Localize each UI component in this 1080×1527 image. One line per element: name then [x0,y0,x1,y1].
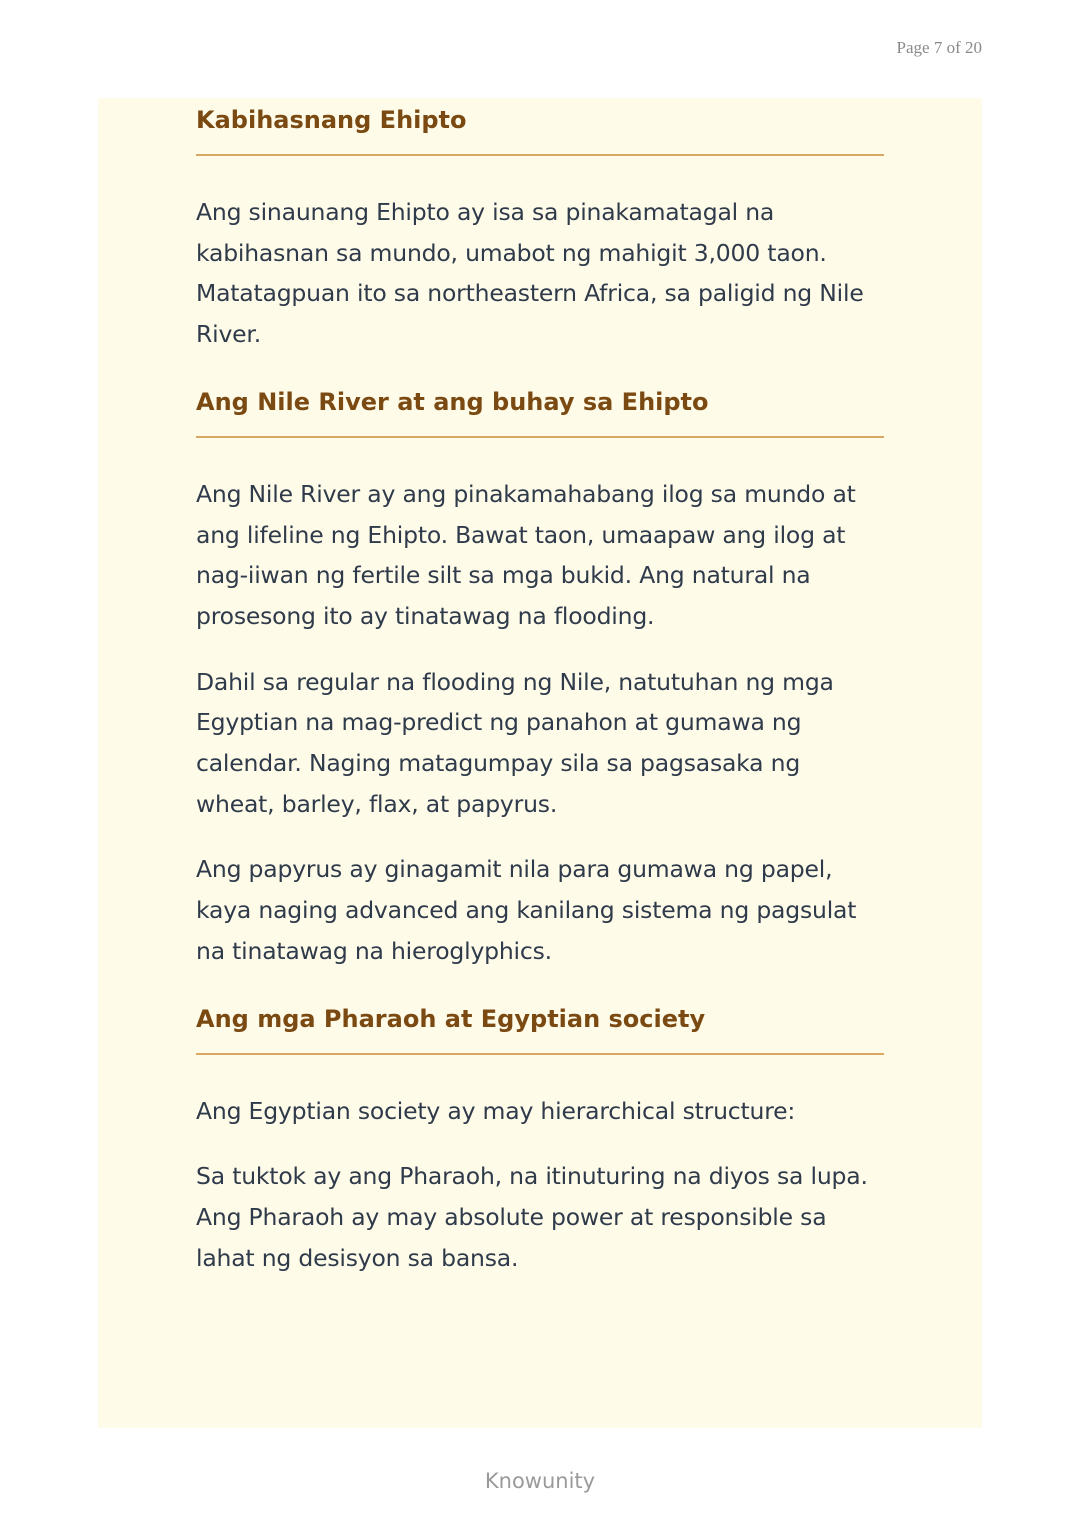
paragraph: Ang Egyptian society ay may hierarchical structure: [196,1096,796,1125]
paragraph: Ang Nile River ay ang pinakamahabang ilog sa mundo at ang lifeline ng Ehipto. Bawat taon, umaapaw ang ilog at nag-iiwan ng fertile silt sa mga bukid. Ang natural na prosesong ito ay tinatawag na flooding. [196,479,856,630]
section-divider [196,1053,884,1055]
footer-brand: Knowunity [484,1469,596,1493]
paragraph: Dahil sa regular na flooding ng Nile, natutuhan ng mga Egyptian na mag-predict ng panahon at gumawa ng calendar. Naging matagumpay sila sa pagsasaka ng wheat, barley, flax, at papyrus. [196,667,834,818]
section-heading: Kabihasnang Ehipto [196,106,467,134]
section-heading: Ang Nile River at ang buhay sa Ehipto [196,387,709,416]
section-heading: Ang mga Pharaoh at Egyptian society [196,1004,706,1033]
section-nile-river [196,380,884,972]
section-divider [196,154,884,156]
paragraph: Ang sinaunang Ehipto ay isa sa pinakamatagal na kabihasnan sa mundo, umabot ng mahigit 3,000 taon. Matatagpuan ito sa northeastern Africa, sa paligid ng Nile River. [196,198,864,349]
page-indicator: Page 7 of 20 [896,38,982,57]
paragraph: Sa tuktok ay ang Pharaoh, na itinuturing na diyos sa lupa. Ang Pharaoh ay may absolute power at responsible sa lahat ng desisyon sa bansa. [196,1162,868,1272]
document-content [196,98,884,1303]
section-divider [196,436,884,438]
section-pharaoh-society [196,997,884,1279]
section-kabihasnang-ehipto [196,98,884,355]
paragraph: Ang papyrus ay ginagamit nila para gumawa ng papel, kaya naging advanced ang kanilang sistema ng pagsulat na tinatawag na hieroglyphics. [196,855,857,965]
content-card [98,98,982,1428]
